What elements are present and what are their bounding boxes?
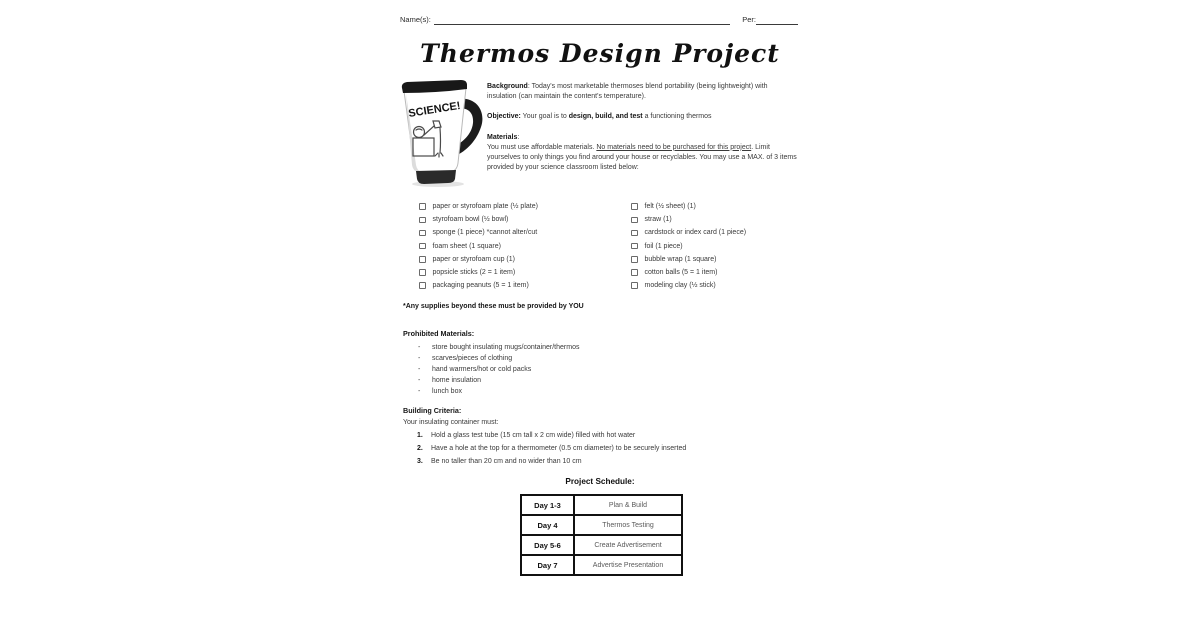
list-number: 1. <box>417 431 423 439</box>
materials-checklist-right <box>631 200 811 292</box>
background-label: Background <box>487 83 528 90</box>
materials-checklist-left <box>419 200 629 292</box>
materials-pre: You must use affordable materials. <box>487 143 597 151</box>
check-item <box>419 200 629 213</box>
list-item <box>403 442 686 455</box>
background-paragraph <box>487 82 799 102</box>
list-item-text: Hold a glass test tube (15 cm tall x 2 cm wide) filled with hot water <box>431 431 636 439</box>
building-list <box>403 429 686 468</box>
list-number: 2. <box>417 444 423 452</box>
checkbox[interactable] <box>631 230 638 237</box>
science-mug-image <box>396 79 486 189</box>
intro-text-block <box>487 82 799 183</box>
bullet-dash: - <box>418 377 421 384</box>
list-item-text: Have a hole at the top for a thermometer (0.5 cm diameter) to be securely inserted <box>431 444 687 452</box>
check-item <box>419 266 629 279</box>
check-label: cotton balls (5 = 1 item) <box>644 269 718 277</box>
list-item <box>403 342 579 353</box>
checkbox[interactable] <box>631 256 638 263</box>
check-item <box>419 213 629 226</box>
bullet-dash: - <box>418 344 421 351</box>
check-label: sponge (1 piece) *cannot alter/cut <box>432 229 538 237</box>
checkbox[interactable] <box>631 269 638 276</box>
materials-underlined: No materials need to be purchased for this project <box>596 143 752 151</box>
check-item <box>419 240 629 253</box>
list-item <box>403 386 579 397</box>
svg-text:SCIENCE!: SCIENCE! <box>407 99 462 120</box>
check-label: paper or styrofoam cup (1) <box>432 255 515 263</box>
check-item <box>419 226 629 239</box>
checkbox[interactable] <box>631 203 638 210</box>
materials-post: . Limit yourselves to only things you find around your house or recyclables. You may use a MAX. of 3 items provided by your science classroom listed below: <box>487 143 797 172</box>
check-label: foam sheet (1 square) <box>432 242 501 250</box>
checkbox[interactable] <box>631 243 638 250</box>
check-item <box>631 226 811 239</box>
names-label: Name(s): <box>400 15 431 24</box>
header-row <box>400 15 798 25</box>
checkbox[interactable] <box>419 217 426 224</box>
check-item <box>631 253 811 266</box>
list-item <box>403 364 579 375</box>
check-label: straw (1) <box>644 216 672 224</box>
list-item-text: home insulation <box>432 377 482 384</box>
prohibited-section <box>403 329 579 397</box>
check-label: bubble wrap (1 square) <box>644 255 717 263</box>
objective-label: Objective: <box>487 113 521 121</box>
materials-colon: : <box>517 133 520 141</box>
schedule-table <box>520 494 683 576</box>
checkbox[interactable] <box>419 243 426 250</box>
list-item-text: Be no taller than 20 cm and no wider than 10 cm <box>431 457 582 465</box>
check-item <box>631 240 811 253</box>
bullet-dash: - <box>418 366 421 373</box>
checkbox[interactable] <box>631 217 638 224</box>
check-label: modeling clay (½ stick) <box>644 282 716 290</box>
bullet-dash: - <box>418 388 421 395</box>
check-label: cardstock or index card (1 piece) <box>644 229 747 237</box>
science-mug-graphic <box>396 79 486 189</box>
list-item-text: store bought insulating mugs/container/thermos <box>432 344 580 351</box>
objective-bold: design, build, and test <box>568 113 643 121</box>
prohibited-list <box>403 342 579 397</box>
materials-label: Materials <box>487 133 518 141</box>
schedule-day-cell: Day 5-6 <box>521 535 574 555</box>
schedule-activity-cell: Thermos Testing <box>574 515 682 535</box>
schedule-title: Project Schedule: <box>565 477 635 486</box>
check-label: felt (½ sheet) (1) <box>644 203 696 211</box>
check-label: paper or styrofoam plate (½ plate) <box>432 203 538 211</box>
per-fill-line[interactable] <box>756 17 798 25</box>
names-fill-line[interactable] <box>434 17 730 25</box>
schedule-activity-cell: Create Advertisement <box>574 535 682 555</box>
check-label: styrofoam bowl (½ bowl) <box>432 216 509 224</box>
check-item <box>631 266 811 279</box>
building-intro: Your insulating container must: <box>403 418 499 426</box>
objective-pre: Your goal is to <box>520 113 569 121</box>
list-item <box>403 429 686 442</box>
list-item <box>403 353 579 364</box>
list-item-text: lunch box <box>432 388 462 395</box>
check-label: popsicle sticks (2 = 1 item) <box>432 269 516 277</box>
schedule-day-cell: Day 7 <box>521 555 574 575</box>
checkbox[interactable] <box>419 282 426 289</box>
building-heading: Building Criteria: <box>403 406 462 415</box>
check-item <box>631 279 811 292</box>
check-label: foil (1 piece) <box>644 242 683 250</box>
check-item <box>419 279 629 292</box>
checkbox[interactable] <box>631 282 638 289</box>
per-label: Per: <box>742 15 756 24</box>
list-item <box>403 455 686 468</box>
materials-paragraph <box>487 133 799 174</box>
prohibited-heading: Prohibited Materials: <box>403 329 475 338</box>
list-item <box>403 375 579 386</box>
checkbox[interactable] <box>419 230 426 237</box>
check-label: packaging peanuts (5 = 1 item) <box>432 282 529 290</box>
supplies-note: *Any supplies beyond these must be provided by YOU <box>403 303 584 310</box>
check-item <box>631 213 811 226</box>
checkbox[interactable] <box>419 269 426 276</box>
schedule-day-cell: Day 4 <box>521 515 574 535</box>
check-item <box>631 200 811 213</box>
objective-post: a functioning thermos <box>642 113 712 121</box>
page-title: Thermos Design Project <box>420 39 780 68</box>
objective-paragraph <box>487 112 799 122</box>
background-text: : Today's most marketable thermoses blend portability (being lightweight) with insulation (can maintain the content's temperature). <box>487 83 768 101</box>
schedule-activity-cell: Plan & Build <box>574 495 682 515</box>
bullet-dash: - <box>418 355 421 362</box>
schedule-day-cell: Day 1-3 <box>521 495 574 515</box>
list-number: 3. <box>417 457 423 465</box>
checkbox[interactable] <box>419 203 426 210</box>
checkbox[interactable] <box>419 256 426 263</box>
list-item-text: hand warmers/hot or cold packs <box>432 366 532 373</box>
building-criteria-section <box>403 406 686 468</box>
list-item-text: scarves/pieces of clothing <box>432 355 513 362</box>
schedule-activity-cell: Advertise Presentation <box>574 555 682 575</box>
check-item <box>419 253 629 266</box>
